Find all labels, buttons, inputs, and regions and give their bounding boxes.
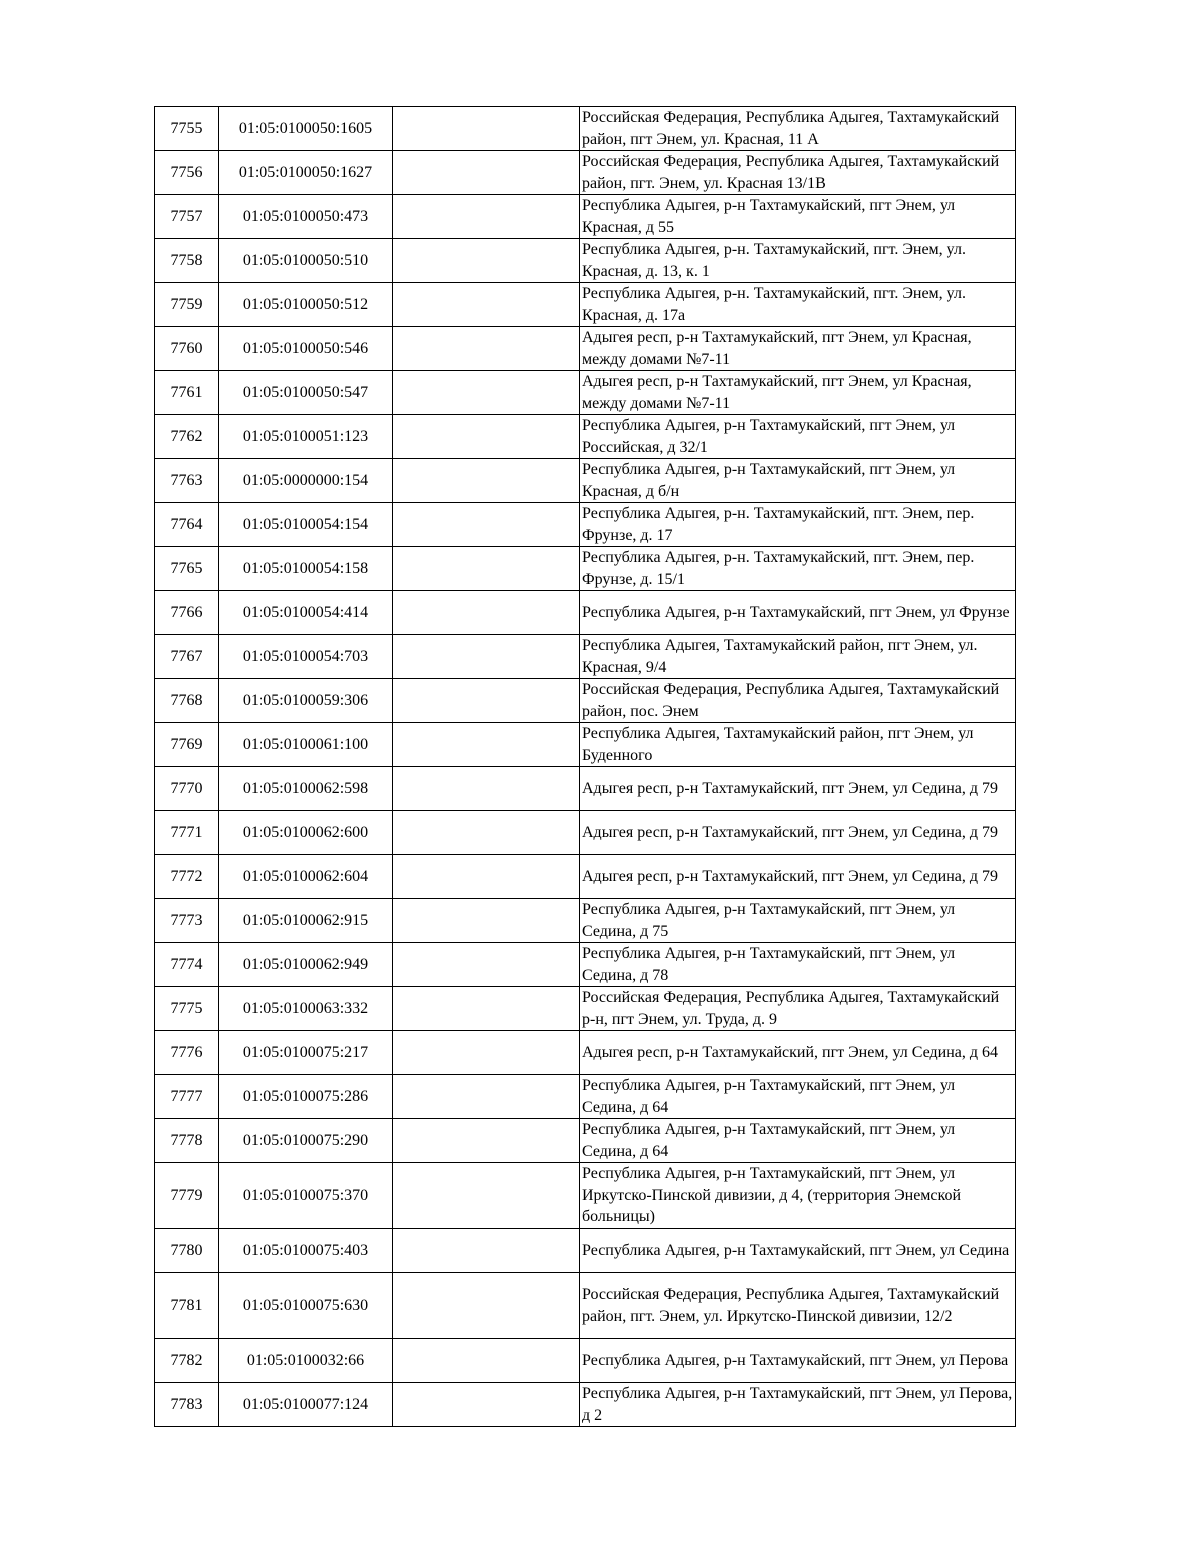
cadastral-number: 01:05:0000000:154	[219, 459, 393, 503]
cadastral-number: 01:05:0100050:546	[219, 327, 393, 371]
address: Адыгея респ, р-н Тахтамукайский, пгт Энем, ул Седина, д 79	[580, 811, 1016, 855]
empty-cell	[393, 547, 580, 591]
empty-cell	[393, 327, 580, 371]
cadastral-number: 01:05:0100050:1605	[219, 107, 393, 151]
row-number: 7755	[155, 107, 219, 151]
row-number: 7782	[155, 1339, 219, 1383]
table-row	[155, 283, 1016, 327]
row-number: 7771	[155, 811, 219, 855]
address: Республика Адыгея, р-н. Тахтамукайский, пгт. Энем, пер. Фрунзе, д. 17	[580, 503, 1016, 547]
row-number: 7762	[155, 415, 219, 459]
cadastral-number: 01:05:0100032:66	[219, 1339, 393, 1383]
address: Республика Адыгея, р-н Тахтамукайский, пгт Энем, ул Фрунзе	[580, 591, 1016, 635]
cadastral-number: 01:05:0100063:332	[219, 987, 393, 1031]
address: Российская Федерация, Республика Адыгея, Тахтамукайский р-н, пгт Энем, ул. Труда, д. 9	[580, 987, 1016, 1031]
cadastral-number: 01:05:0100062:600	[219, 811, 393, 855]
cadastral-number: 01:05:0100075:370	[219, 1163, 393, 1229]
empty-cell	[393, 1339, 580, 1383]
row-number: 7783	[155, 1383, 219, 1427]
address: Республика Адыгея, р-н Тахтамукайский, пгт Энем, ул Седина, д 64	[580, 1075, 1016, 1119]
cadastral-number: 01:05:0100075:290	[219, 1119, 393, 1163]
cadastral-number: 01:05:0100054:414	[219, 591, 393, 635]
empty-cell	[393, 107, 580, 151]
empty-cell	[393, 767, 580, 811]
address: Республика Адыгея, р-н Тахтамукайский, пгт Энем, ул Седина, д 78	[580, 943, 1016, 987]
table-row	[155, 547, 1016, 591]
address: Адыгея респ, р-н Тахтамукайский, пгт Энем, ул Красная, между домами №7-11	[580, 371, 1016, 415]
table-row	[155, 1031, 1016, 1075]
row-number: 7766	[155, 591, 219, 635]
registry-table	[154, 106, 1016, 1427]
empty-cell	[393, 987, 580, 1031]
cadastral-number: 01:05:0100062:915	[219, 899, 393, 943]
cadastral-number: 01:05:0100075:403	[219, 1229, 393, 1273]
address: Адыгея респ, р-н Тахтамукайский, пгт Энем, ул Красная, между домами №7-11	[580, 327, 1016, 371]
empty-cell	[393, 371, 580, 415]
empty-cell	[393, 1119, 580, 1163]
address: Российская Федерация, Республика Адыгея, Тахтамукайский район, пгт Энем, ул. Красная, 11 А	[580, 107, 1016, 151]
cadastral-number: 01:05:0100050:1627	[219, 151, 393, 195]
address: Республика Адыгея, р-н Тахтамукайский, пгт Энем, ул Седина, д 75	[580, 899, 1016, 943]
row-number: 7778	[155, 1119, 219, 1163]
row-number: 7779	[155, 1163, 219, 1229]
row-number: 7763	[155, 459, 219, 503]
table-row	[155, 107, 1016, 151]
registry-table-body	[155, 107, 1016, 1427]
row-number: 7777	[155, 1075, 219, 1119]
row-number: 7768	[155, 679, 219, 723]
row-number: 7776	[155, 1031, 219, 1075]
row-number: 7769	[155, 723, 219, 767]
cadastral-number: 01:05:0100077:124	[219, 1383, 393, 1427]
empty-cell	[393, 459, 580, 503]
table-row	[155, 239, 1016, 283]
empty-cell	[393, 723, 580, 767]
table-row	[155, 1383, 1016, 1427]
table-row	[155, 1163, 1016, 1229]
cadastral-number: 01:05:0100075:217	[219, 1031, 393, 1075]
address: Республика Адыгея, р-н Тахтамукайский, пгт Энем, ул Перова, д 2	[580, 1383, 1016, 1427]
address: Республика Адыгея, р-н Тахтамукайский, пгт Энем, ул Седина	[580, 1229, 1016, 1273]
address: Республика Адыгея, р-н Тахтамукайский, пгт Энем, ул Перова	[580, 1339, 1016, 1383]
address: Адыгея респ, р-н Тахтамукайский, пгт Энем, ул Седина, д 64	[580, 1031, 1016, 1075]
table-row	[155, 987, 1016, 1031]
cadastral-number: 01:05:0100062:604	[219, 855, 393, 899]
table-row	[155, 195, 1016, 239]
cadastral-number: 01:05:0100050:512	[219, 283, 393, 327]
address: Республика Адыгея, р-н Тахтамукайский, пгт Энем, ул Иркутско-Пинской дивизии, д 4, (территория Энемской больницы)	[580, 1163, 1016, 1229]
empty-cell	[393, 1229, 580, 1273]
cadastral-number: 01:05:0100050:510	[219, 239, 393, 283]
address: Республика Адыгея, р-н. Тахтамукайский, пгт. Энем, ул. Красная, д. 17а	[580, 283, 1016, 327]
table-row	[155, 415, 1016, 459]
cadastral-number: 01:05:0100050:547	[219, 371, 393, 415]
address: Республика Адыгея, р-н Тахтамукайский, пгт Энем, ул Красная, д б/н	[580, 459, 1016, 503]
row-number: 7772	[155, 855, 219, 899]
cadastral-number: 01:05:0100062:598	[219, 767, 393, 811]
table-row	[155, 679, 1016, 723]
table-row	[155, 1075, 1016, 1119]
empty-cell	[393, 811, 580, 855]
empty-cell	[393, 195, 580, 239]
cadastral-number: 01:05:0100050:473	[219, 195, 393, 239]
address: Адыгея респ, р-н Тахтамукайский, пгт Энем, ул Седина, д 79	[580, 855, 1016, 899]
empty-cell	[393, 899, 580, 943]
row-number: 7774	[155, 943, 219, 987]
empty-cell	[393, 943, 580, 987]
cadastral-number: 01:05:0100075:286	[219, 1075, 393, 1119]
table-row	[155, 635, 1016, 679]
row-number: 7765	[155, 547, 219, 591]
row-number: 7757	[155, 195, 219, 239]
cadastral-number: 01:05:0100051:123	[219, 415, 393, 459]
address: Российская Федерация, Республика Адыгея, Тахтамукайский район, пгт. Энем, ул. Иркутско-Пинской дивизии, 12/2	[580, 1273, 1016, 1339]
empty-cell	[393, 415, 580, 459]
empty-cell	[393, 679, 580, 723]
address: Республика Адыгея, р-н. Тахтамукайский, пгт. Энем, пер. Фрунзе, д. 15/1	[580, 547, 1016, 591]
address: Республика Адыгея, р-н. Тахтамукайский, пгт. Энем, ул. Красная, д. 13, к. 1	[580, 239, 1016, 283]
empty-cell	[393, 1163, 580, 1229]
address: Республика Адыгея, Тахтамукайский район, пгт Энем, ул. Красная, 9/4	[580, 635, 1016, 679]
cadastral-number: 01:05:0100062:949	[219, 943, 393, 987]
row-number: 7758	[155, 239, 219, 283]
empty-cell	[393, 1031, 580, 1075]
row-number: 7759	[155, 283, 219, 327]
table-row	[155, 899, 1016, 943]
table-row	[155, 371, 1016, 415]
row-number: 7764	[155, 503, 219, 547]
address: Республика Адыгея, Тахтамукайский район, пгт Энем, ул Буденного	[580, 723, 1016, 767]
row-number: 7761	[155, 371, 219, 415]
address: Адыгея респ, р-н Тахтамукайский, пгт Энем, ул Седина, д 79	[580, 767, 1016, 811]
row-number: 7770	[155, 767, 219, 811]
table-row	[155, 1273, 1016, 1339]
table-row	[155, 855, 1016, 899]
empty-cell	[393, 151, 580, 195]
empty-cell	[393, 1075, 580, 1119]
cadastral-number: 01:05:0100054:154	[219, 503, 393, 547]
table-row	[155, 723, 1016, 767]
empty-cell	[393, 1383, 580, 1427]
empty-cell	[393, 591, 580, 635]
address: Республика Адыгея, р-н Тахтамукайский, пгт Энем, ул Российская, д 32/1	[580, 415, 1016, 459]
empty-cell	[393, 1273, 580, 1339]
cadastral-number: 01:05:0100059:306	[219, 679, 393, 723]
row-number: 7780	[155, 1229, 219, 1273]
row-number: 7781	[155, 1273, 219, 1339]
table-row	[155, 151, 1016, 195]
row-number: 7773	[155, 899, 219, 943]
table-row	[155, 811, 1016, 855]
row-number: 7767	[155, 635, 219, 679]
table-row	[155, 327, 1016, 371]
cadastral-number: 01:05:0100061:100	[219, 723, 393, 767]
row-number: 7775	[155, 987, 219, 1031]
table-row	[155, 591, 1016, 635]
empty-cell	[393, 503, 580, 547]
empty-cell	[393, 283, 580, 327]
table-row	[155, 503, 1016, 547]
cadastral-number: 01:05:0100054:158	[219, 547, 393, 591]
address: Республика Адыгея, р-н Тахтамукайский, пгт Энем, ул Седина, д 64	[580, 1119, 1016, 1163]
table-row	[155, 1229, 1016, 1273]
table-row	[155, 1339, 1016, 1383]
empty-cell	[393, 635, 580, 679]
row-number: 7756	[155, 151, 219, 195]
empty-cell	[393, 855, 580, 899]
row-number: 7760	[155, 327, 219, 371]
table-row	[155, 1119, 1016, 1163]
cadastral-number: 01:05:0100054:703	[219, 635, 393, 679]
table-row	[155, 459, 1016, 503]
empty-cell	[393, 239, 580, 283]
table-row	[155, 767, 1016, 811]
cadastral-number: 01:05:0100075:630	[219, 1273, 393, 1339]
address: Республика Адыгея, р-н Тахтамукайский, пгт Энем, ул Красная, д 55	[580, 195, 1016, 239]
address: Российская Федерация, Республика Адыгея, Тахтамукайский район, пгт. Энем, ул. Красная 13/1В	[580, 151, 1016, 195]
table-row	[155, 943, 1016, 987]
address: Российская Федерация, Республика Адыгея, Тахтамукайский район, пос. Энем	[580, 679, 1016, 723]
